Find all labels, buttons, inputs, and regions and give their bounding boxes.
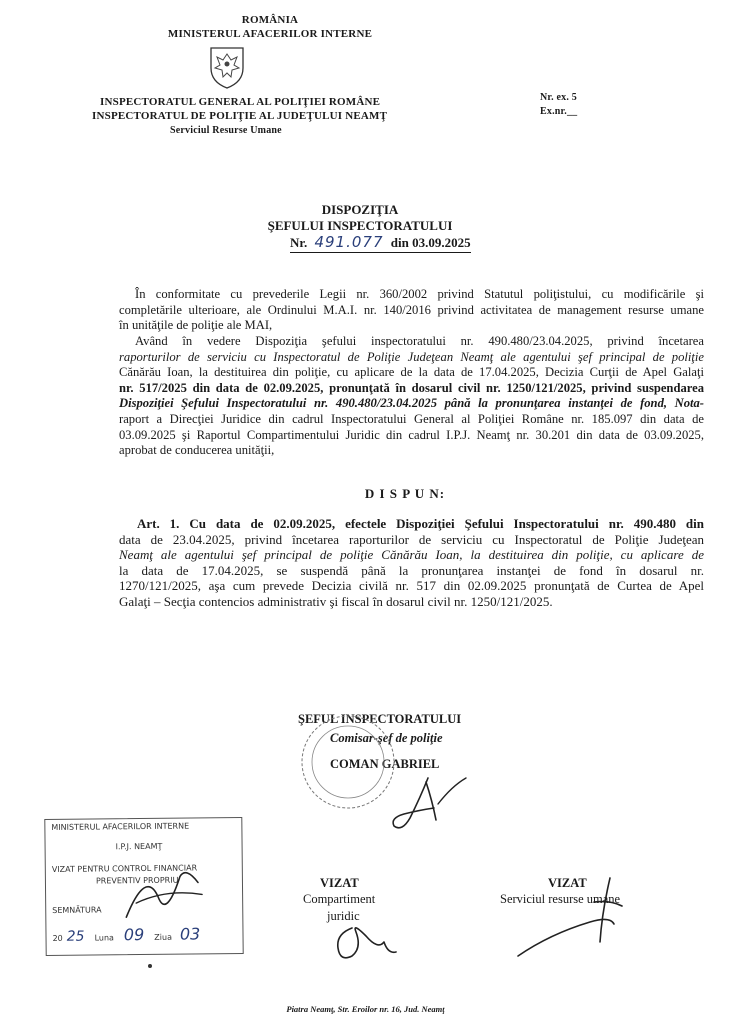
visa-legal-label: VIZAT bbox=[320, 876, 359, 890]
signatory-rank: Comisar-şef de poliţie bbox=[330, 731, 443, 745]
text-line: 03.09.2025 şi Raportul Compartimentului Juridic din cadrul I.P.J. Neamţ nr. 30.201 din data de 03.09.2025, bbox=[119, 427, 704, 442]
text-line: raport a Direcţiei Juridice din cadrul Inspectoratului General al Poliţiei Române nr. 185.097 din data de bbox=[119, 411, 704, 426]
inspectorate-general-heading: INSPECTORATUL GENERAL AL POLIŢIEI ROMÂNE bbox=[100, 96, 381, 108]
text-line: Având în vedere Dispoziţia şefului inspectoratului nr. 490.480/23.04.2025, privind încetarea bbox=[135, 334, 704, 348]
text-line: 1270/121/2025, aşa cum prevede Decizia civilă nr. 517 din 02.09.2025 pronunţată de Curtea de Apel bbox=[119, 578, 704, 594]
text-line: data de 23.04.2025, privind încetarea raporturilor de serviciu cu Inspectoratul de Poliţie Judeţean bbox=[119, 531, 704, 547]
document-number-label: Nr. bbox=[290, 235, 308, 250]
text-line: În conformitate cu prevederile Legii nr. 360/2002 privind Statutul poliţistului, cu modificările şi bbox=[135, 287, 704, 301]
copy-number: Nr. ex. 5 bbox=[540, 92, 577, 103]
article-1 bbox=[119, 516, 704, 610]
stamp-day-label: Ziua bbox=[154, 932, 173, 942]
text-line: Neamţ ale agentului şef principal de poliţie Cănărău Ioan, la destituirea din poliţie, cu aplicare de bbox=[119, 547, 704, 563]
text-line: Cănărău Ioan, la destituirea din poliţie, cu aplicare de la data de 17.04.2025, Decizia Curţii de Apel Galaţi bbox=[119, 365, 704, 380]
text-line: la data de 17.04.2025, se suspendă până la pronunţarea instanţei de fond în dosarul nr. bbox=[119, 562, 704, 578]
text-line: Galaţi – Secţia contencios administrativ şi fiscal în dosarul civil nr. 1250/121/2025. bbox=[119, 593, 553, 609]
stamp-signature-icon bbox=[106, 858, 217, 929]
stamp-ipj: I.P.J. NEAMŢ bbox=[115, 841, 163, 852]
document-number-handwritten: 491.077 bbox=[314, 233, 384, 251]
stamp-year-prefix: 20 bbox=[52, 933, 63, 943]
paragraph-considering bbox=[119, 334, 704, 459]
document-date: din 03.09.2025 bbox=[390, 235, 471, 250]
document-title: DISPOZIŢIA bbox=[321, 202, 399, 217]
stamp-hand-year: 25 bbox=[66, 928, 85, 945]
signatory-name: COMAN GABRIEL bbox=[330, 757, 440, 771]
stamp-month-label: Luna bbox=[94, 933, 114, 943]
legal-signature-icon bbox=[322, 918, 402, 968]
stamp-semnatura-label: SEMNĂTURA bbox=[52, 905, 102, 915]
country-heading: ROMÂNIA bbox=[241, 14, 299, 26]
visa-hr-label: VIZAT bbox=[548, 876, 587, 890]
text-line: aprobat de conducerea unităţii, bbox=[119, 443, 275, 458]
financial-control-stamp bbox=[44, 817, 243, 956]
stamp-hand-month: 09 bbox=[123, 925, 145, 945]
visa-hr-dept: Serviciul resurse umane bbox=[500, 892, 621, 906]
visa-legal-dept-line1: Compartiment bbox=[303, 892, 376, 906]
ministry-heading: MINISTERUL AFACERILOR INTERNE bbox=[167, 28, 373, 40]
text-line: raporturilor de serviciu cu Inspectoratul de Poliţie Judeţean Neamţ ale agentului şef principal de poliţie bbox=[119, 349, 704, 364]
paragraph-legal-basis bbox=[119, 287, 704, 334]
visa-legal-dept-line2: juridic bbox=[327, 909, 360, 923]
document-number-line bbox=[290, 233, 471, 253]
stamp-vizat-line: VIZAT PENTRU CONTROL FINANCIAR bbox=[51, 863, 198, 874]
stamp-preventiv-line: PREVENTIV PROPRIU bbox=[95, 875, 179, 886]
chief-signature-icon bbox=[380, 770, 490, 840]
document-subtitle: ŞEFULUI INSPECTORATULUI bbox=[267, 218, 453, 233]
footer-address: Piatra Neamţ, Str. Eroilor nr. 16, Jud. Neamţ bbox=[286, 1004, 445, 1014]
stamp-ministry: MINISTERUL AFACERILOR INTERNE bbox=[51, 821, 190, 832]
service-heading: Serviciul Resurse Umane bbox=[170, 125, 282, 136]
inspectorate-county-heading: INSPECTORATUL DE POLIŢIE AL JUDEŢULUI NEAMŢ bbox=[92, 110, 388, 122]
signatory-role: ŞEFUL INSPECTORATULUI bbox=[298, 712, 462, 726]
text-line: nr. 517/2025 din data de 02.09.2025, pronunţată în dosarul civil nr. 1250/121/2025, privind suspendarea bbox=[119, 380, 704, 395]
hr-signature-icon bbox=[510, 872, 640, 962]
text-line: completările ulterioare, ale Ordinului M.A.I. nr. 140/2016 privind activitatea de management resurse umane bbox=[119, 302, 704, 317]
dispun-heading: D I S P U N: bbox=[364, 486, 446, 501]
stamp-hand-day: 03 bbox=[179, 924, 201, 944]
coat-of-arms-icon bbox=[205, 44, 249, 90]
text-line: Art. 1. Cu data de 02.09.2025, efectele Dispoziţiei Şefului Inspectoratului nr. 490.480 din bbox=[137, 516, 704, 531]
text-line: Dispoziţiei Şefului Inspectoratului nr. 490.480/23.04.2025 până la pronunţarea instanţei de fond, Nota- bbox=[119, 396, 704, 411]
copy-ex-number: Ex.nr.__ bbox=[540, 106, 578, 117]
text-line: în unităţile de poliţie ale MAI, bbox=[119, 318, 273, 333]
ink-dot bbox=[148, 964, 152, 968]
